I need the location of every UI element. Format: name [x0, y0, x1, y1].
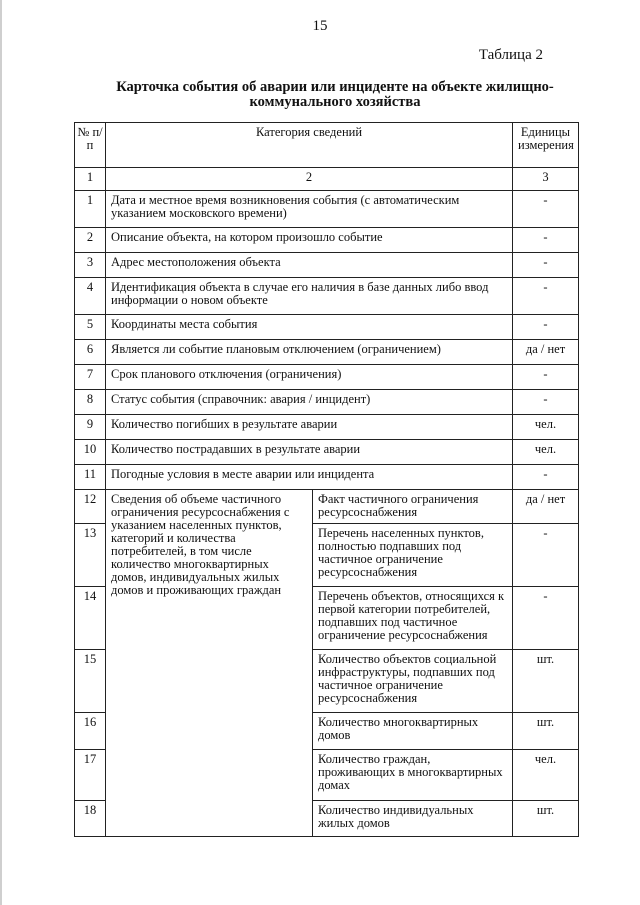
- row-number: 11: [75, 465, 106, 490]
- row-unit: да / нет: [513, 340, 579, 365]
- row-number: 2: [75, 228, 106, 253]
- table-row: [75, 415, 579, 440]
- table-row: [75, 440, 579, 465]
- row-unit: -: [513, 253, 579, 278]
- row-category: Срок планового отключения (ограничения): [106, 365, 513, 390]
- row-number: 4: [75, 278, 106, 315]
- row-subcategory: Количество объектов социальной инфраструктуры, подпавших под частичное ограничение ресурсоснабжения: [313, 650, 513, 713]
- row-category: Описание объекта, на котором произошло событие: [106, 228, 513, 253]
- row-number: 7: [75, 365, 106, 390]
- row-number: 3: [75, 253, 106, 278]
- table-row: [75, 278, 579, 315]
- row-unit: -: [513, 390, 579, 415]
- row-number: 5: [75, 315, 106, 340]
- row-unit: -: [513, 465, 579, 490]
- row-unit: -: [513, 278, 579, 315]
- row-number: 16: [75, 713, 106, 750]
- row-unit: шт.: [513, 713, 579, 750]
- header-num: № п/п: [75, 123, 106, 168]
- row-number: 1: [75, 191, 106, 228]
- row-unit: шт.: [513, 801, 579, 837]
- column-index-3: 3: [513, 168, 579, 191]
- row-number: 14: [75, 587, 106, 650]
- table-row: [75, 365, 579, 390]
- row-number: 10: [75, 440, 106, 465]
- row-number: 18: [75, 801, 106, 837]
- row-number: 8: [75, 390, 106, 415]
- scan-edge: [0, 0, 2, 905]
- row-unit: да / нет: [513, 490, 579, 524]
- row-category: Количество пострадавших в результате аварии: [106, 440, 513, 465]
- row-unit: шт.: [513, 650, 579, 713]
- row-unit: -: [513, 228, 579, 253]
- row-category: Статус события (справочник: авария / инцидент): [106, 390, 513, 415]
- group-category: Сведения об объеме частичного ограничения ресурсоснабжения с указанием населенных пунктов, категорий и количества потребителей, в том числе количество многоквартирных домов, индивидуальных жилых домов и проживающих граждан: [106, 490, 313, 837]
- table-label: Таблица 2: [478, 47, 543, 63]
- table-row: [75, 191, 579, 228]
- row-category: Является ли событие плановым отключением (ограничением): [106, 340, 513, 365]
- table-row: [75, 465, 579, 490]
- table-row: [75, 340, 579, 365]
- row-unit: чел.: [513, 415, 579, 440]
- table-row: [75, 390, 579, 415]
- table-row: [75, 253, 579, 278]
- row-subcategory: Количество граждан, проживающих в многоквартирных домах: [313, 750, 513, 801]
- row-category: Дата и местное время возникновения события (с автоматическим указанием московского времени): [106, 191, 513, 228]
- row-category: Координаты места события: [106, 315, 513, 340]
- header-category: Категория сведений: [106, 123, 513, 168]
- document-title: Карточка события об аварии или инциденте на объекте жилищно-коммунального хозяйства: [116, 79, 554, 110]
- row-number: 15: [75, 650, 106, 713]
- row-number: 9: [75, 415, 106, 440]
- row-subcategory: Количество индивидуальных жилых домов: [313, 801, 513, 837]
- table-row: [75, 315, 579, 340]
- row-number: 13: [75, 524, 106, 587]
- row-unit: -: [513, 587, 579, 650]
- row-number: 6: [75, 340, 106, 365]
- row-category: Идентификация объекта в случае его наличия в базе данных либо ввод информации о новом объекте: [106, 278, 513, 315]
- table-row: [75, 490, 579, 524]
- row-subcategory: Количество многоквартирных домов: [313, 713, 513, 750]
- table-header-row: [75, 123, 579, 168]
- header-unit: Единицы измерения: [513, 123, 579, 168]
- row-subcategory: Факт частичного ограничения ресурсоснабжения: [313, 490, 513, 524]
- row-category: Адрес местоположения объекта: [106, 253, 513, 278]
- row-unit: -: [513, 524, 579, 587]
- row-category: Количество погибших в результате аварии: [106, 415, 513, 440]
- row-number: 12: [75, 490, 106, 524]
- column-index-2: 2: [106, 168, 513, 191]
- page-number: 15: [312, 18, 328, 34]
- column-index-1: 1: [75, 168, 106, 191]
- event-card-table: [74, 122, 579, 837]
- table-row: [75, 228, 579, 253]
- row-unit: чел.: [513, 440, 579, 465]
- row-subcategory: Перечень объектов, относящихся к первой категории потребителей, подпавших под частичное ограничение ресурсоснабжения: [313, 587, 513, 650]
- row-category: Погодные условия в месте аварии или инцидента: [106, 465, 513, 490]
- row-unit: -: [513, 191, 579, 228]
- row-unit: -: [513, 365, 579, 390]
- row-unit: -: [513, 315, 579, 340]
- row-number: 17: [75, 750, 106, 801]
- row-subcategory: Перечень населенных пунктов, полностью подпавших под частичное ограничение ресурсоснабжения: [313, 524, 513, 587]
- column-index-row: [75, 168, 579, 191]
- row-unit: чел.: [513, 750, 579, 801]
